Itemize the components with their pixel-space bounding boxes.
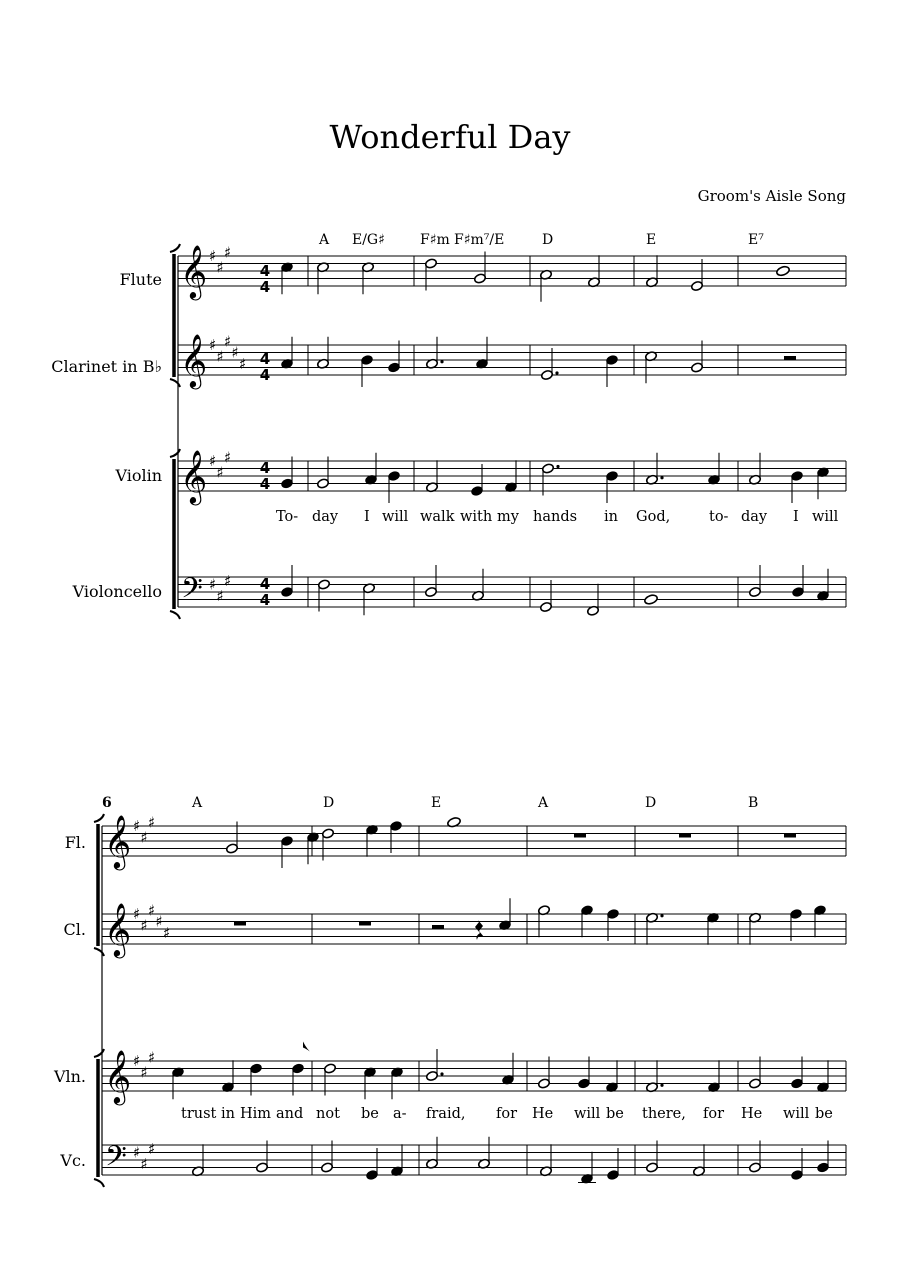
score-subtitle: Groom's Aisle Song <box>697 187 846 205</box>
lyric-syllable: for <box>703 1106 725 1122</box>
augmentation-dot <box>440 360 443 363</box>
lyric-syllable: fraid, <box>426 1106 466 1122</box>
lyric-syllable: and <box>276 1106 304 1122</box>
sharp-accidental: ♯ <box>209 336 217 354</box>
instrument-label-flute-short: Fl. <box>64 833 86 852</box>
chord-symbol: F♯m <box>420 232 450 248</box>
lyric-syllable: to- <box>709 509 729 525</box>
half-rest <box>432 925 444 929</box>
sharp-accidental: ♯ <box>133 1143 141 1162</box>
note-head <box>644 594 659 606</box>
lyric-syllable: trust <box>181 1106 217 1122</box>
augmentation-dot <box>555 371 558 374</box>
sharp-accidental: ♯ <box>209 452 217 470</box>
treble-clef-icon: 𝄞 <box>180 333 208 387</box>
lyric-syllable: be <box>606 1106 624 1122</box>
half-rest <box>784 356 796 360</box>
sharp-accidental: ♯ <box>148 901 156 920</box>
chord-symbol: A <box>538 795 549 811</box>
lyric-syllable: Him <box>240 1106 272 1122</box>
time-signature-bottom: 4 <box>259 278 271 296</box>
lyric-syllable: not <box>316 1106 340 1122</box>
sharp-accidental: ♯ <box>209 575 217 594</box>
lyric-syllable: will <box>783 1106 810 1122</box>
bass-clef-icon: 𝄢 <box>105 1140 127 1180</box>
chord-symbol: E/G♯ <box>352 232 385 248</box>
augmentation-dot <box>660 476 663 479</box>
treble-clef-icon: 𝄞 <box>180 244 208 298</box>
lyric-syllable: To- <box>276 509 299 525</box>
treble-clef-icon: 𝄞 <box>104 814 132 868</box>
lyric-syllable: I <box>364 509 370 525</box>
augmentation-dot <box>660 1084 663 1087</box>
time-signature-top: 4 <box>259 350 271 368</box>
instrument-label-clarinet: Clarinet in B♭ <box>51 357 162 376</box>
lyric-syllable: be <box>815 1106 833 1122</box>
chord-symbol: D <box>542 232 554 248</box>
lyric-syllable: will <box>574 1106 601 1122</box>
chord-symbol: A <box>319 232 330 248</box>
time-signature-top: 4 <box>259 459 271 477</box>
sharp-accidental: ♯ <box>224 243 232 262</box>
time-signature-top: 4 <box>259 575 271 593</box>
sharp-accidental: ♯ <box>148 813 156 832</box>
lyric-syllable: in <box>221 1106 235 1122</box>
sharp-accidental: ♯ <box>209 247 217 265</box>
chord-symbol: E <box>431 795 442 811</box>
treble-clef-icon: 𝄞 <box>180 449 208 503</box>
lyric-syllable: my <box>497 509 519 525</box>
augmentation-dot <box>556 465 559 468</box>
eighth-flag <box>303 1042 312 1054</box>
lyric-syllable: be <box>361 1106 379 1122</box>
whole-rest <box>234 922 246 926</box>
sharp-accidental: ♯ <box>216 258 224 277</box>
lyric-syllable: there, <box>642 1106 686 1122</box>
whole-rest <box>679 834 691 838</box>
time-signature-top: 4 <box>259 262 271 280</box>
sharp-accidental: ♯ <box>140 916 148 935</box>
treble-clef-icon: 𝄞 <box>104 1049 132 1103</box>
whole-rest <box>784 834 796 838</box>
lyric-syllable: God, <box>636 509 671 525</box>
whole-rest <box>574 834 586 838</box>
chord-symbol: D <box>323 795 335 811</box>
music-notation <box>94 243 846 1187</box>
augmentation-dot <box>660 914 663 917</box>
sharp-accidental: ♯ <box>133 817 141 835</box>
lyric-syllable: walk <box>420 509 455 525</box>
chord-symbol: B <box>748 795 759 811</box>
lyric-syllable: day <box>741 509 768 525</box>
instrument-label-cello: Violoncello <box>72 582 162 601</box>
lyric-syllable: He <box>532 1106 554 1122</box>
sharp-accidental: ♯ <box>224 448 232 467</box>
note-head <box>776 265 791 277</box>
sharp-accidental: ♯ <box>133 905 141 923</box>
lyric-syllable: hands <box>533 509 578 525</box>
sharp-accidental: ♯ <box>231 343 239 362</box>
chord-symbol: E⁷ <box>748 232 764 248</box>
sharp-accidental: ♯ <box>224 571 232 590</box>
lyric-syllable: will <box>812 509 839 525</box>
sharp-accidental: ♯ <box>140 828 148 847</box>
lyric-syllable: for <box>496 1106 518 1122</box>
lyric-syllable: will <box>382 509 409 525</box>
augmentation-dot <box>440 1072 443 1075</box>
lyric-syllable: in <box>604 509 618 525</box>
sharp-accidental: ♯ <box>224 332 232 351</box>
bass-clef-icon: 𝄢 <box>181 572 203 612</box>
sharp-accidental: ♯ <box>155 912 163 931</box>
time-signature-bottom: 4 <box>259 366 271 384</box>
lyric-syllable: a- <box>393 1106 407 1122</box>
lyric-syllable: with <box>460 509 493 525</box>
sharp-accidental: ♯ <box>140 1154 148 1173</box>
sharp-accidental: ♯ <box>140 1063 148 1082</box>
sharp-accidental: ♯ <box>148 1139 156 1158</box>
sharp-accidental: ♯ <box>216 347 224 366</box>
score-title: Wonderful Day <box>329 118 571 156</box>
instrument-label-cello-short: Vc. <box>60 1151 86 1170</box>
sharp-accidental: ♯ <box>216 463 224 482</box>
instrument-label-clarinet-short: Cl. <box>63 920 86 939</box>
measure-number: 6 <box>102 795 112 811</box>
instrument-label-violin: Violin <box>115 466 162 485</box>
lyric-syllable: I <box>793 509 799 525</box>
time-signature-bottom: 4 <box>259 591 271 609</box>
chord-symbol: A <box>192 795 203 811</box>
treble-clef-icon: 𝄞 <box>104 902 132 956</box>
chord-symbol: E <box>646 232 657 248</box>
whole-rest <box>359 922 371 926</box>
sharp-accidental: ♯ <box>216 586 224 605</box>
chord-symbol: D <box>645 795 657 811</box>
instrument-label-flute: Flute <box>119 270 162 289</box>
sharp-accidental: ♯ <box>133 1052 141 1070</box>
chord-symbol: F♯m⁷/E <box>454 232 505 248</box>
sharp-accidental: ♯ <box>163 923 171 942</box>
lyric-syllable: He <box>741 1106 763 1122</box>
instrument-label-violin-short: Vln. <box>53 1067 86 1086</box>
time-signature-bottom: 4 <box>259 475 271 493</box>
sharp-accidental: ♯ <box>148 1048 156 1067</box>
sharp-accidental: ♯ <box>239 354 247 373</box>
lyric-syllable: day <box>312 509 339 525</box>
